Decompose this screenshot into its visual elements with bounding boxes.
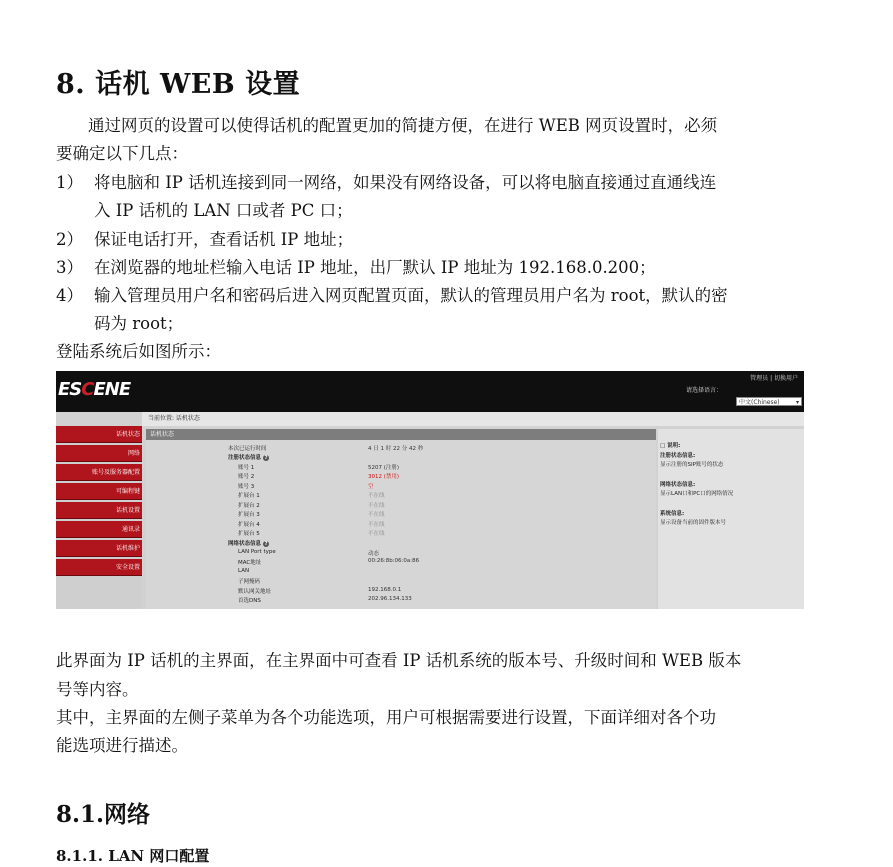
sidebar-item-security[interactable]: 安全设置: [56, 559, 142, 576]
row-label: 扩展台 3: [238, 512, 260, 518]
row-value: 不在线: [368, 531, 385, 537]
row-label: LAN Port type: [238, 549, 276, 555]
help-net-title: 网络状态信息:: [660, 482, 696, 488]
help-panel: [658, 429, 804, 609]
intro-line-2: 要确定以下几点：: [56, 144, 188, 163]
web-ui-screenshot: [56, 371, 804, 609]
login-text: 登陆系统后如图所示：: [56, 342, 221, 361]
step-4: [56, 285, 728, 307]
sidebar-item-phone-settings[interactable]: 话机设置: [56, 502, 142, 519]
row-value: 不在线: [368, 493, 385, 499]
row-label: 账号 3: [238, 484, 255, 490]
sidebar-item-account[interactable]: 账号及服务器配置: [56, 464, 142, 481]
step-4-cont: 码为 root；: [94, 314, 184, 333]
subsection-heading: 8.1.1. LAN 网口配置: [56, 847, 210, 865]
step-number: 1）: [56, 173, 83, 192]
step-1: [56, 172, 716, 194]
row-label: 本次已运行时间: [228, 446, 267, 452]
section-registration: 注册状态信息 ?: [228, 455, 268, 461]
row-label: 子网掩码: [238, 579, 261, 585]
para2-line-2: 能选项进行描述。: [56, 736, 188, 755]
row-value: 192.168.0.1: [368, 587, 402, 593]
step-text: 在浏览器的地址栏输入电话 IP 地址，出厂默认 IP 地址为 192.168.0.200；: [94, 258, 656, 277]
chevron-down-icon: ▾: [795, 399, 799, 406]
row-value: 不在线: [368, 503, 385, 509]
row-label: 扩展台 1: [238, 493, 260, 499]
sidebar-item-network[interactable]: 网络: [56, 445, 142, 462]
row-label: MAC地址: [238, 560, 262, 566]
sidebar-item-maintenance[interactable]: 话机维护: [56, 540, 142, 557]
para1-line-2: 号等内容。: [56, 680, 139, 699]
row-label: 扩展台 2: [238, 503, 260, 509]
sidebar-item-programmable-keys[interactable]: 可编程键: [56, 483, 142, 500]
help-sys-desc: 显示设备当前的固件版本号: [660, 520, 727, 526]
row-value: 3012 (禁用): [368, 474, 400, 480]
step-number: 3）: [56, 258, 83, 277]
sidebar-item-phonebook[interactable]: 通讯录: [56, 521, 142, 538]
help-reg-title: 注册状态信息:: [660, 453, 696, 459]
row-value: 不在线: [368, 522, 385, 528]
help-sys-title: 系统信息:: [660, 511, 685, 517]
section-heading: 8.1.网络: [56, 801, 151, 828]
row-label: 扩展台 4: [238, 522, 260, 528]
step-1-cont: 入 IP 话机的 LAN 口或者 PC 口；: [94, 201, 353, 220]
step-text: 保证电话打开，查看话机 IP 地址；: [94, 230, 354, 249]
row-value: 5207 (注册): [368, 465, 400, 471]
intro-line-1: 通过网页的设置可以使得话机的配置更加的简捷方便，在进行 WEB 网页设置时，必须: [88, 116, 718, 135]
help-icon[interactable]: ?: [264, 455, 268, 461]
row-label: 账号 2: [238, 474, 255, 480]
row-label: 首选DNS: [238, 598, 261, 604]
step-number: 4）: [56, 286, 83, 305]
row-value: 不在线: [368, 512, 385, 518]
language-select[interactable]: 中文(Chinese) ▾: [736, 397, 802, 406]
help-title: □ 说明:: [660, 443, 681, 449]
language-label: 请选择语言：: [685, 387, 722, 394]
help-net-desc: 显示LAN口和PC口的网络情况: [660, 491, 734, 497]
para2-line-1: 其中，主界面的左侧子菜单为各个功能选项，用户可根据需要进行设置，下面详细对各个功: [56, 708, 716, 727]
row-label: LAN: [238, 568, 250, 574]
row-label: 扩展台 5: [238, 531, 260, 537]
section-network: 网络状态信息 ?: [228, 541, 268, 547]
status-panel: [146, 440, 656, 609]
row-value: 202.96.134.133: [368, 596, 412, 602]
row-value: 动态: [368, 551, 380, 557]
step-text: 将电脑和 IP 话机连接到同一网络，如果没有网络设备，可以将电脑直接通过直通线连: [94, 173, 717, 192]
para1-line-1: 此界面为 IP 话机的主界面，在主界面中可查看 IP 话机系统的版本号、升级时间和 WEB 版本: [56, 651, 742, 670]
step-3: [56, 257, 656, 279]
user-links[interactable]: 管理员 | 切换用户: [750, 375, 798, 382]
breadcrumb: 当前位置: 话机状态: [142, 412, 804, 426]
page-heading: 8. 话机 WEB 设置: [56, 69, 301, 100]
help-reg-desc: 显示注册的SIP账号的状态: [660, 462, 724, 468]
escene-logo: ESCENE: [58, 379, 131, 400]
sidebar-item-phone-status[interactable]: 话机状态: [56, 426, 142, 443]
row-label: 默认网关地址: [238, 589, 272, 595]
panel-title: 话机状态: [146, 429, 656, 440]
row-value: 00:26:8b:06:0a:86: [368, 558, 420, 564]
step-text: 输入管理员用户名和密码后进入网页配置页面，默认的管理员用户名为 root，默认的密: [94, 286, 728, 305]
sidebar: [56, 426, 142, 609]
row-label: 账号 1: [238, 465, 255, 471]
help-icon[interactable]: ?: [264, 541, 268, 547]
row-value: 4 日 1 时 22 分 42 秒: [368, 446, 424, 452]
top-bar: [56, 371, 804, 412]
row-value: 空: [368, 484, 374, 490]
step-2: [56, 229, 353, 251]
step-number: 2）: [56, 230, 83, 249]
